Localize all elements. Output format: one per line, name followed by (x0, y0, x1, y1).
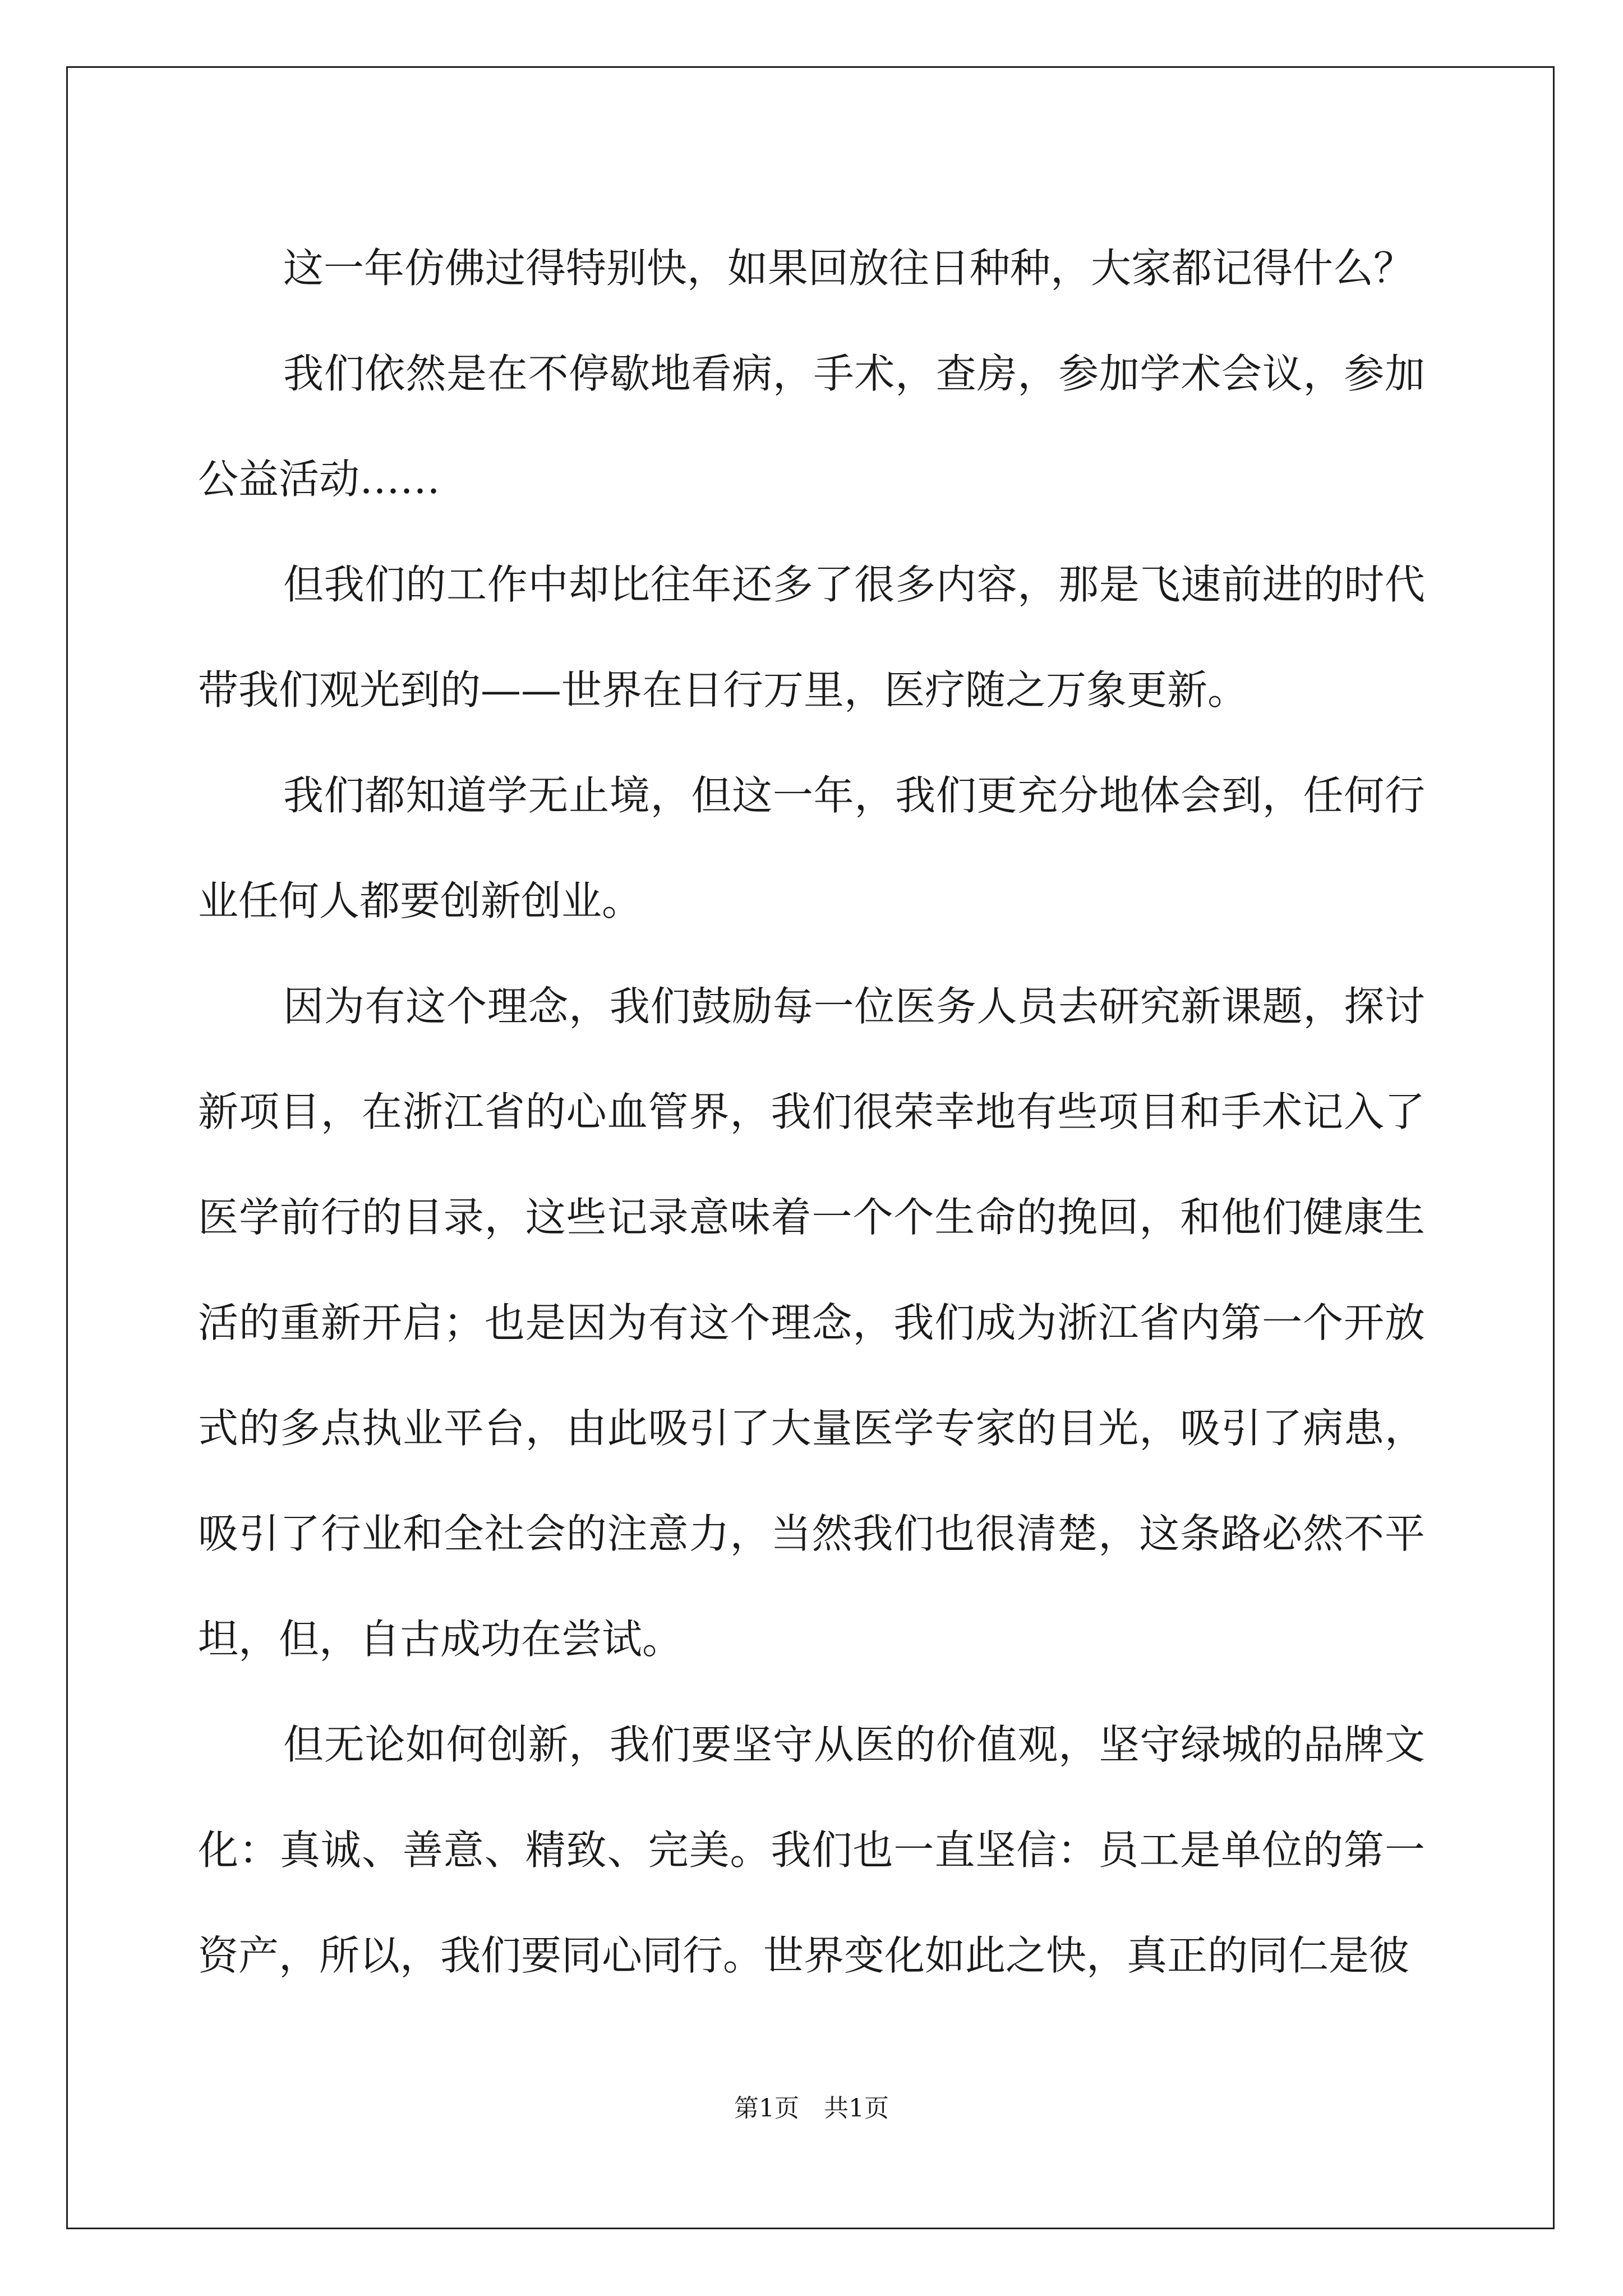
paragraph-3: 但我们的工作中却比往年还多了很多内容，那是飞速前进的时代带我们观光到的——世界在日行万里，医疗随之万象更新。 (198, 561, 1425, 714)
document-body (198, 215, 1425, 2008)
page-footer: 第1页 共1页 (734, 2094, 889, 2123)
paragraph-5: 因为有这个理念，我们鼓励每一位医务人员去研究新课题，探讨新项目，在浙江省的心血管界，我们很荣幸地有些项目和手术记入了医学前行的目录，这些记录意味着一个个生命的挽回，和他们健康生活的重新开启；也是因为有这个理念，我们成为浙江省内第一个开放式的多点执业平台，由此吸引了大量医学专家的目光，吸引了病患，吸引了行业和全社会的注意力，当然我们也很清楚，这条路必然不平坦，但，自古成功在尝试。 (198, 983, 1425, 1663)
paragraph-6: 但无论如何创新，我们要坚守从医的价值观，坚守绿城的品牌文化：真诚、善意、精致、完美。我们也一直坚信：员工是单位的第一资产，所以，我们要同心同行。世界变化如此之快，真正的同仁是彼 (198, 1721, 1425, 1979)
paragraph-1: 这一年仿佛过得特别快，如果回放往日种种，大家都记得什么？ (283, 245, 1414, 292)
paragraph-4: 我们都知道学无止境，但这一年，我们更充分地体会到，任何行业任何人都要创新创业。 (198, 772, 1425, 924)
paragraph-2: 我们依然是在不停歇地看病，手术，查房，参加学术会议，参加公益活动…… (198, 350, 1425, 503)
